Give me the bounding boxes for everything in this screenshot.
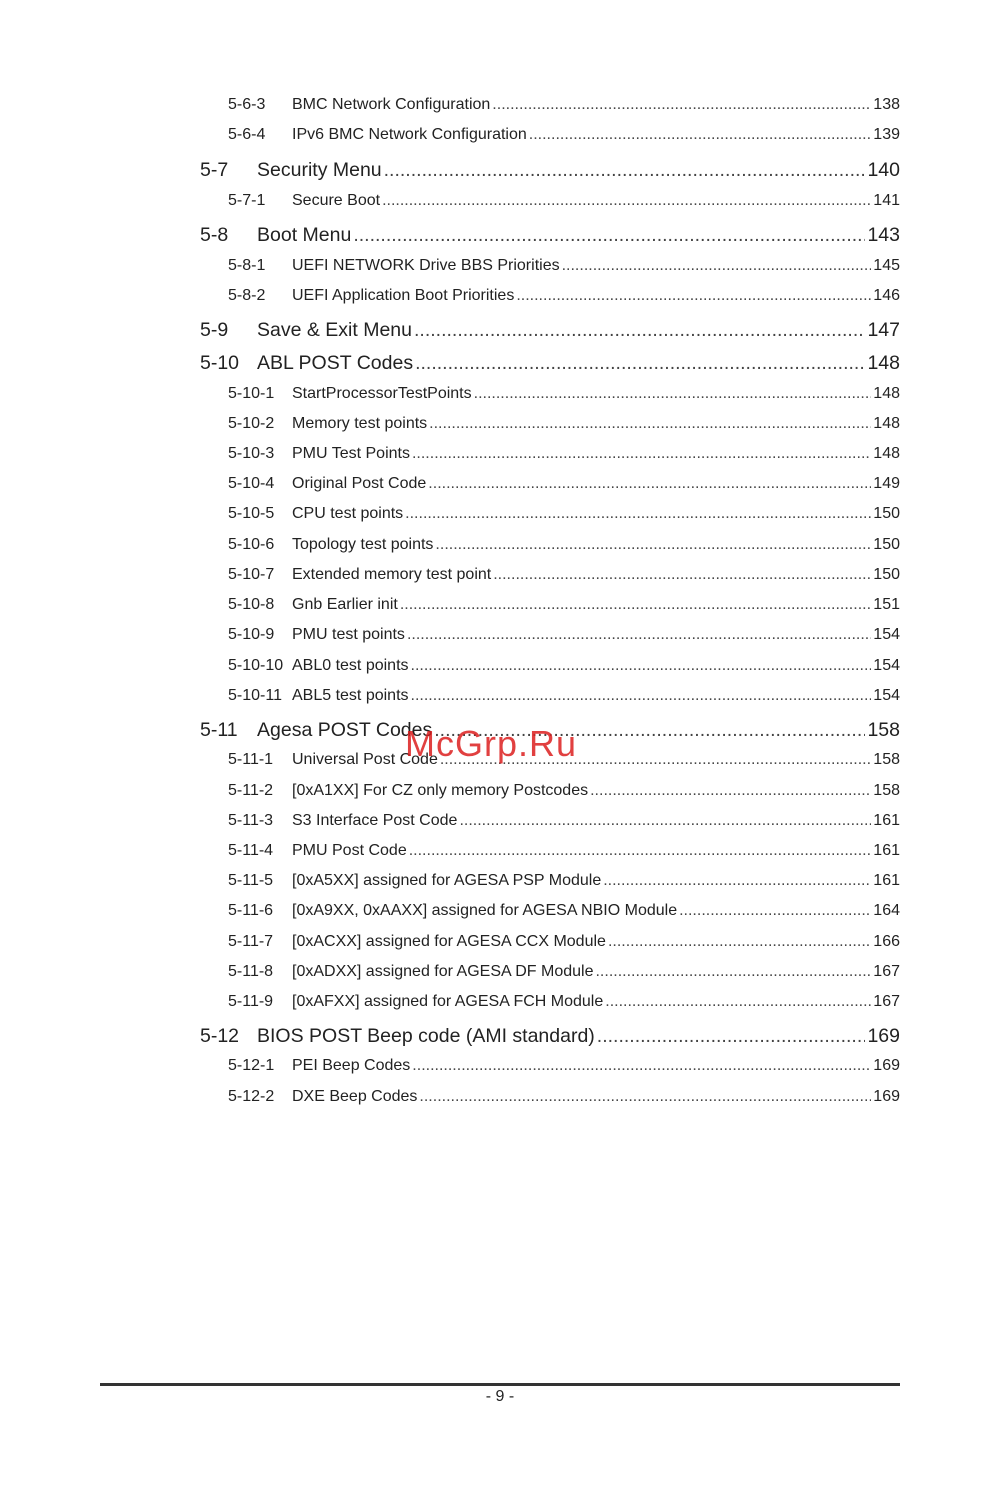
toc-entry-title: PMU test points — [292, 626, 405, 643]
toc-entry-title: BMC Network Configuration — [292, 96, 491, 113]
toc-entry-title: [0xADXX] assigned for AGESA DF Module — [292, 963, 594, 980]
toc-dot-leader — [595, 963, 871, 981]
toc-dot-leader — [412, 1057, 871, 1075]
toc-entry-title: Boot Menu — [257, 224, 352, 246]
toc-entry-number: 5-10-1 — [228, 385, 275, 402]
toc-subsection-entry[interactable] — [200, 1088, 900, 1106]
toc-subsection-entry[interactable] — [200, 415, 900, 433]
toc-entry-title: ABL5 test points — [292, 687, 409, 704]
toc-entry-page: 145 — [873, 257, 900, 274]
toc-entry-number: 5-11 — [200, 719, 238, 741]
toc-dot-leader — [608, 933, 871, 951]
toc-dot-leader — [419, 1088, 871, 1106]
toc-entry-title: PEI Beep Codes — [292, 1057, 411, 1074]
toc-entry-title: ABL0 test points — [292, 657, 409, 674]
toc-entry-page: 151 — [873, 596, 900, 613]
toc-entry-title: CPU test points — [292, 505, 404, 522]
toc-entry-page: 167 — [873, 993, 900, 1010]
toc-entry-page: 148 — [873, 415, 900, 432]
toc-entry-page: 143 — [867, 224, 900, 246]
toc-entry-number: 5-11-4 — [228, 842, 274, 859]
toc-subsection-entry[interactable] — [200, 257, 900, 275]
toc-entry-page: 154 — [873, 626, 900, 643]
toc-entry-page: 169 — [867, 1025, 900, 1047]
toc-entry-page: 154 — [873, 687, 900, 704]
toc-entry-number: 5-9 — [200, 319, 229, 341]
toc-subsection-entry[interactable] — [200, 782, 900, 800]
toc-entry-page: 148 — [873, 385, 900, 402]
toc-entry-number: 5-10-9 — [228, 626, 275, 643]
toc-subsection-entry[interactable] — [200, 687, 900, 705]
toc-subsection-entry[interactable] — [200, 626, 900, 644]
toc-subsection-entry[interactable] — [200, 192, 900, 210]
toc-dot-leader — [529, 126, 872, 144]
toc-entry-title: Extended memory test point — [292, 566, 492, 583]
toc-entry-title: PMU Post Code — [292, 842, 407, 859]
toc-dot-leader — [428, 475, 871, 493]
toc-entry-number: 5-11-1 — [228, 751, 274, 768]
toc-dot-leader — [605, 993, 871, 1011]
toc-entry-page: 150 — [873, 566, 900, 583]
toc-dot-leader — [412, 445, 871, 463]
toc-entry-title: Agesa POST Codes — [257, 719, 433, 741]
toc-dot-leader — [435, 536, 871, 554]
toc-entry-number: 5-8-1 — [228, 257, 266, 274]
toc-subsection-entry[interactable] — [200, 933, 900, 951]
toc-entry-page: 154 — [873, 657, 900, 674]
toc-dot-leader — [405, 505, 871, 523]
toc-entry-number: 5-10-5 — [228, 505, 275, 522]
toc-entry-page: 139 — [873, 126, 900, 143]
watermark-logo: McGrp.Ru — [405, 723, 578, 764]
toc-dot-leader — [562, 257, 872, 275]
toc-entry-title: Save & Exit Menu — [257, 319, 412, 341]
toc-subsection-entry[interactable] — [200, 1057, 900, 1075]
page-number: - 9 - — [485, 1388, 515, 1405]
toc-section-entry[interactable] — [200, 224, 900, 247]
toc-entry-number: 5-11-9 — [228, 993, 274, 1010]
toc-entry-title: Topology test points — [292, 536, 434, 553]
toc-entry-page: 150 — [873, 505, 900, 522]
toc-dot-leader — [411, 687, 872, 705]
toc-entry-title: [0xA1XX] For CZ only memory Postcodes — [292, 782, 589, 799]
toc-subsection-entry[interactable] — [200, 505, 900, 523]
toc-entry-title: ABL POST Codes — [257, 352, 414, 374]
toc-entry-title: Gnb Earlier init — [292, 596, 398, 613]
toc-entry-number: 5-8 — [200, 224, 229, 246]
toc-section-entry[interactable] — [200, 159, 900, 182]
toc-entry-title: [0xA9XX, 0xAAXX] assigned for AGESA NBIO Module — [292, 902, 678, 919]
toc-entry-page: 169 — [873, 1057, 900, 1074]
toc-entry-number: 5-11-3 — [228, 812, 274, 829]
toc-entry-page: 158 — [867, 719, 900, 741]
toc-entry-page: 149 — [873, 475, 900, 492]
toc-subsection-entry[interactable] — [200, 566, 900, 584]
toc-entry-page: 158 — [873, 782, 900, 799]
toc-subsection-entry[interactable] — [200, 993, 900, 1011]
toc-dot-leader — [353, 224, 865, 247]
toc-entry-page: 166 — [873, 933, 900, 950]
toc-entry-page: 150 — [873, 536, 900, 553]
toc-dot-leader — [492, 96, 871, 114]
toc-entry-title: Security Menu — [257, 159, 382, 181]
toc-entry-number: 5-12-2 — [228, 1088, 275, 1105]
toc-entry-number: 5-11-8 — [228, 963, 274, 980]
toc-dot-leader — [590, 782, 871, 800]
toc-subsection-entry[interactable] — [200, 475, 900, 493]
toc-dot-leader — [516, 287, 871, 305]
toc-entry-title: Memory test points — [292, 415, 428, 432]
toc-entry-page: 167 — [873, 963, 900, 980]
toc-entry-page: 147 — [867, 319, 900, 341]
toc-entry-page: 140 — [867, 159, 900, 181]
toc-entry-page: 141 — [873, 192, 900, 209]
toc-entry-page: 158 — [873, 751, 900, 768]
toc-dot-leader — [429, 415, 871, 433]
toc-dot-leader — [679, 902, 871, 920]
toc-entry-title: DXE Beep Codes — [292, 1088, 418, 1105]
toc-subsection-entry[interactable] — [200, 657, 900, 675]
toc-entry-number: 5-6-3 — [228, 96, 266, 113]
toc-subsection-entry[interactable] — [200, 536, 900, 554]
toc-entry-number: 5-6-4 — [228, 126, 266, 143]
toc-subsection-entry[interactable] — [200, 96, 900, 114]
toc-subsection-entry[interactable] — [200, 385, 900, 403]
toc-dot-leader — [411, 657, 872, 675]
toc-subsection-entry[interactable] — [200, 902, 900, 920]
toc-dot-leader — [400, 596, 871, 614]
toc-dot-leader — [382, 192, 871, 210]
toc-entry-title: Original Post Code — [292, 475, 427, 492]
toc-entry-number: 5-10-3 — [228, 445, 275, 462]
toc-entry-number: 5-10-8 — [228, 596, 275, 613]
toc-entry-number: 5-10-7 — [228, 566, 275, 583]
toc-subsection-entry[interactable] — [200, 872, 900, 890]
toc-entry-page: 138 — [873, 96, 900, 113]
toc-subsection-entry[interactable] — [200, 445, 900, 463]
toc-entry-title: IPv6 BMC Network Configuration — [292, 126, 527, 143]
toc-entry-page: 169 — [873, 1088, 900, 1105]
toc-entry-title: S3 Interface Post Code — [292, 812, 458, 829]
toc-entry-page: 161 — [873, 842, 900, 859]
toc-entry-number: 5-11-5 — [228, 872, 274, 889]
toc-subsection-entry[interactable] — [200, 596, 900, 614]
toc-dot-leader — [407, 626, 871, 644]
toc-entry-number: 5-10-6 — [228, 536, 275, 553]
toc-entry-number: 5-10-4 — [228, 475, 275, 492]
toc-dot-leader — [603, 872, 871, 890]
toc-entry-page: 161 — [873, 812, 900, 829]
toc-entry-number: 5-11-7 — [228, 933, 274, 950]
toc-entry-page: 148 — [867, 352, 900, 374]
toc-dot-leader — [474, 385, 872, 403]
toc-subsection-entry[interactable] — [200, 126, 900, 144]
toc-entry-title: [0xACXX] assigned for AGESA CCX Module — [292, 933, 606, 950]
toc-dot-leader — [409, 842, 872, 860]
toc-section-entry[interactable] — [200, 319, 900, 342]
toc-entry-number: 5-7 — [200, 159, 229, 181]
toc-entry-number: 5-11-2 — [228, 782, 274, 799]
toc-entry-title: StartProcessorTestPoints — [292, 385, 472, 402]
toc-entry-title: Universal Post Code — [292, 751, 438, 768]
toc-entry-number: 5-10-11 — [228, 687, 282, 704]
toc-dot-leader — [459, 812, 871, 830]
toc-entry-title: [0xAFXX] assigned for AGESA FCH Module — [292, 993, 604, 1010]
toc-entry-title: BIOS POST Beep code (AMI standard) — [257, 1025, 595, 1047]
toc-dot-leader — [415, 352, 865, 375]
toc-entry-number: 5-12-1 — [228, 1057, 275, 1074]
toc-entry-title: UEFI NETWORK Drive BBS Priorities — [292, 257, 560, 274]
toc-entry-number: 5-11-6 — [228, 902, 274, 919]
toc-entry-page: 164 — [873, 902, 900, 919]
toc-entry-number: 5-8-2 — [228, 287, 266, 304]
toc-entry-number: 5-10-2 — [228, 415, 275, 432]
toc-entry-title: [0xA5XX] assigned for AGESA PSP Module — [292, 872, 602, 889]
toc-section-entry[interactable] — [200, 1025, 900, 1048]
toc-entry-title: UEFI Application Boot Priorities — [292, 287, 515, 304]
toc-subsection-entry[interactable] — [200, 963, 900, 981]
toc-entry-number: 5-10 — [200, 352, 240, 374]
toc-subsection-entry[interactable] — [200, 842, 900, 860]
toc-entry-page: 146 — [873, 287, 900, 304]
toc-entry-page: 161 — [873, 872, 900, 889]
toc-entry-page: 148 — [873, 445, 900, 462]
toc-entry-number: 5-7-1 — [228, 192, 266, 209]
toc-dot-leader — [414, 319, 865, 342]
toc-subsection-entry[interactable] — [200, 812, 900, 830]
toc-dot-leader — [493, 566, 871, 584]
toc-entry-number: 5-12 — [200, 1025, 240, 1047]
toc-entry-title: PMU Test Points — [292, 445, 410, 462]
toc-subsection-entry[interactable] — [200, 287, 900, 305]
toc-entry-title: Secure Boot — [292, 192, 381, 209]
toc-entry-number: 5-10-10 — [228, 657, 284, 674]
toc-dot-leader — [384, 159, 866, 182]
toc-dot-leader — [597, 1025, 866, 1048]
toc-section-entry[interactable] — [200, 352, 900, 375]
footer-divider — [100, 1383, 900, 1386]
